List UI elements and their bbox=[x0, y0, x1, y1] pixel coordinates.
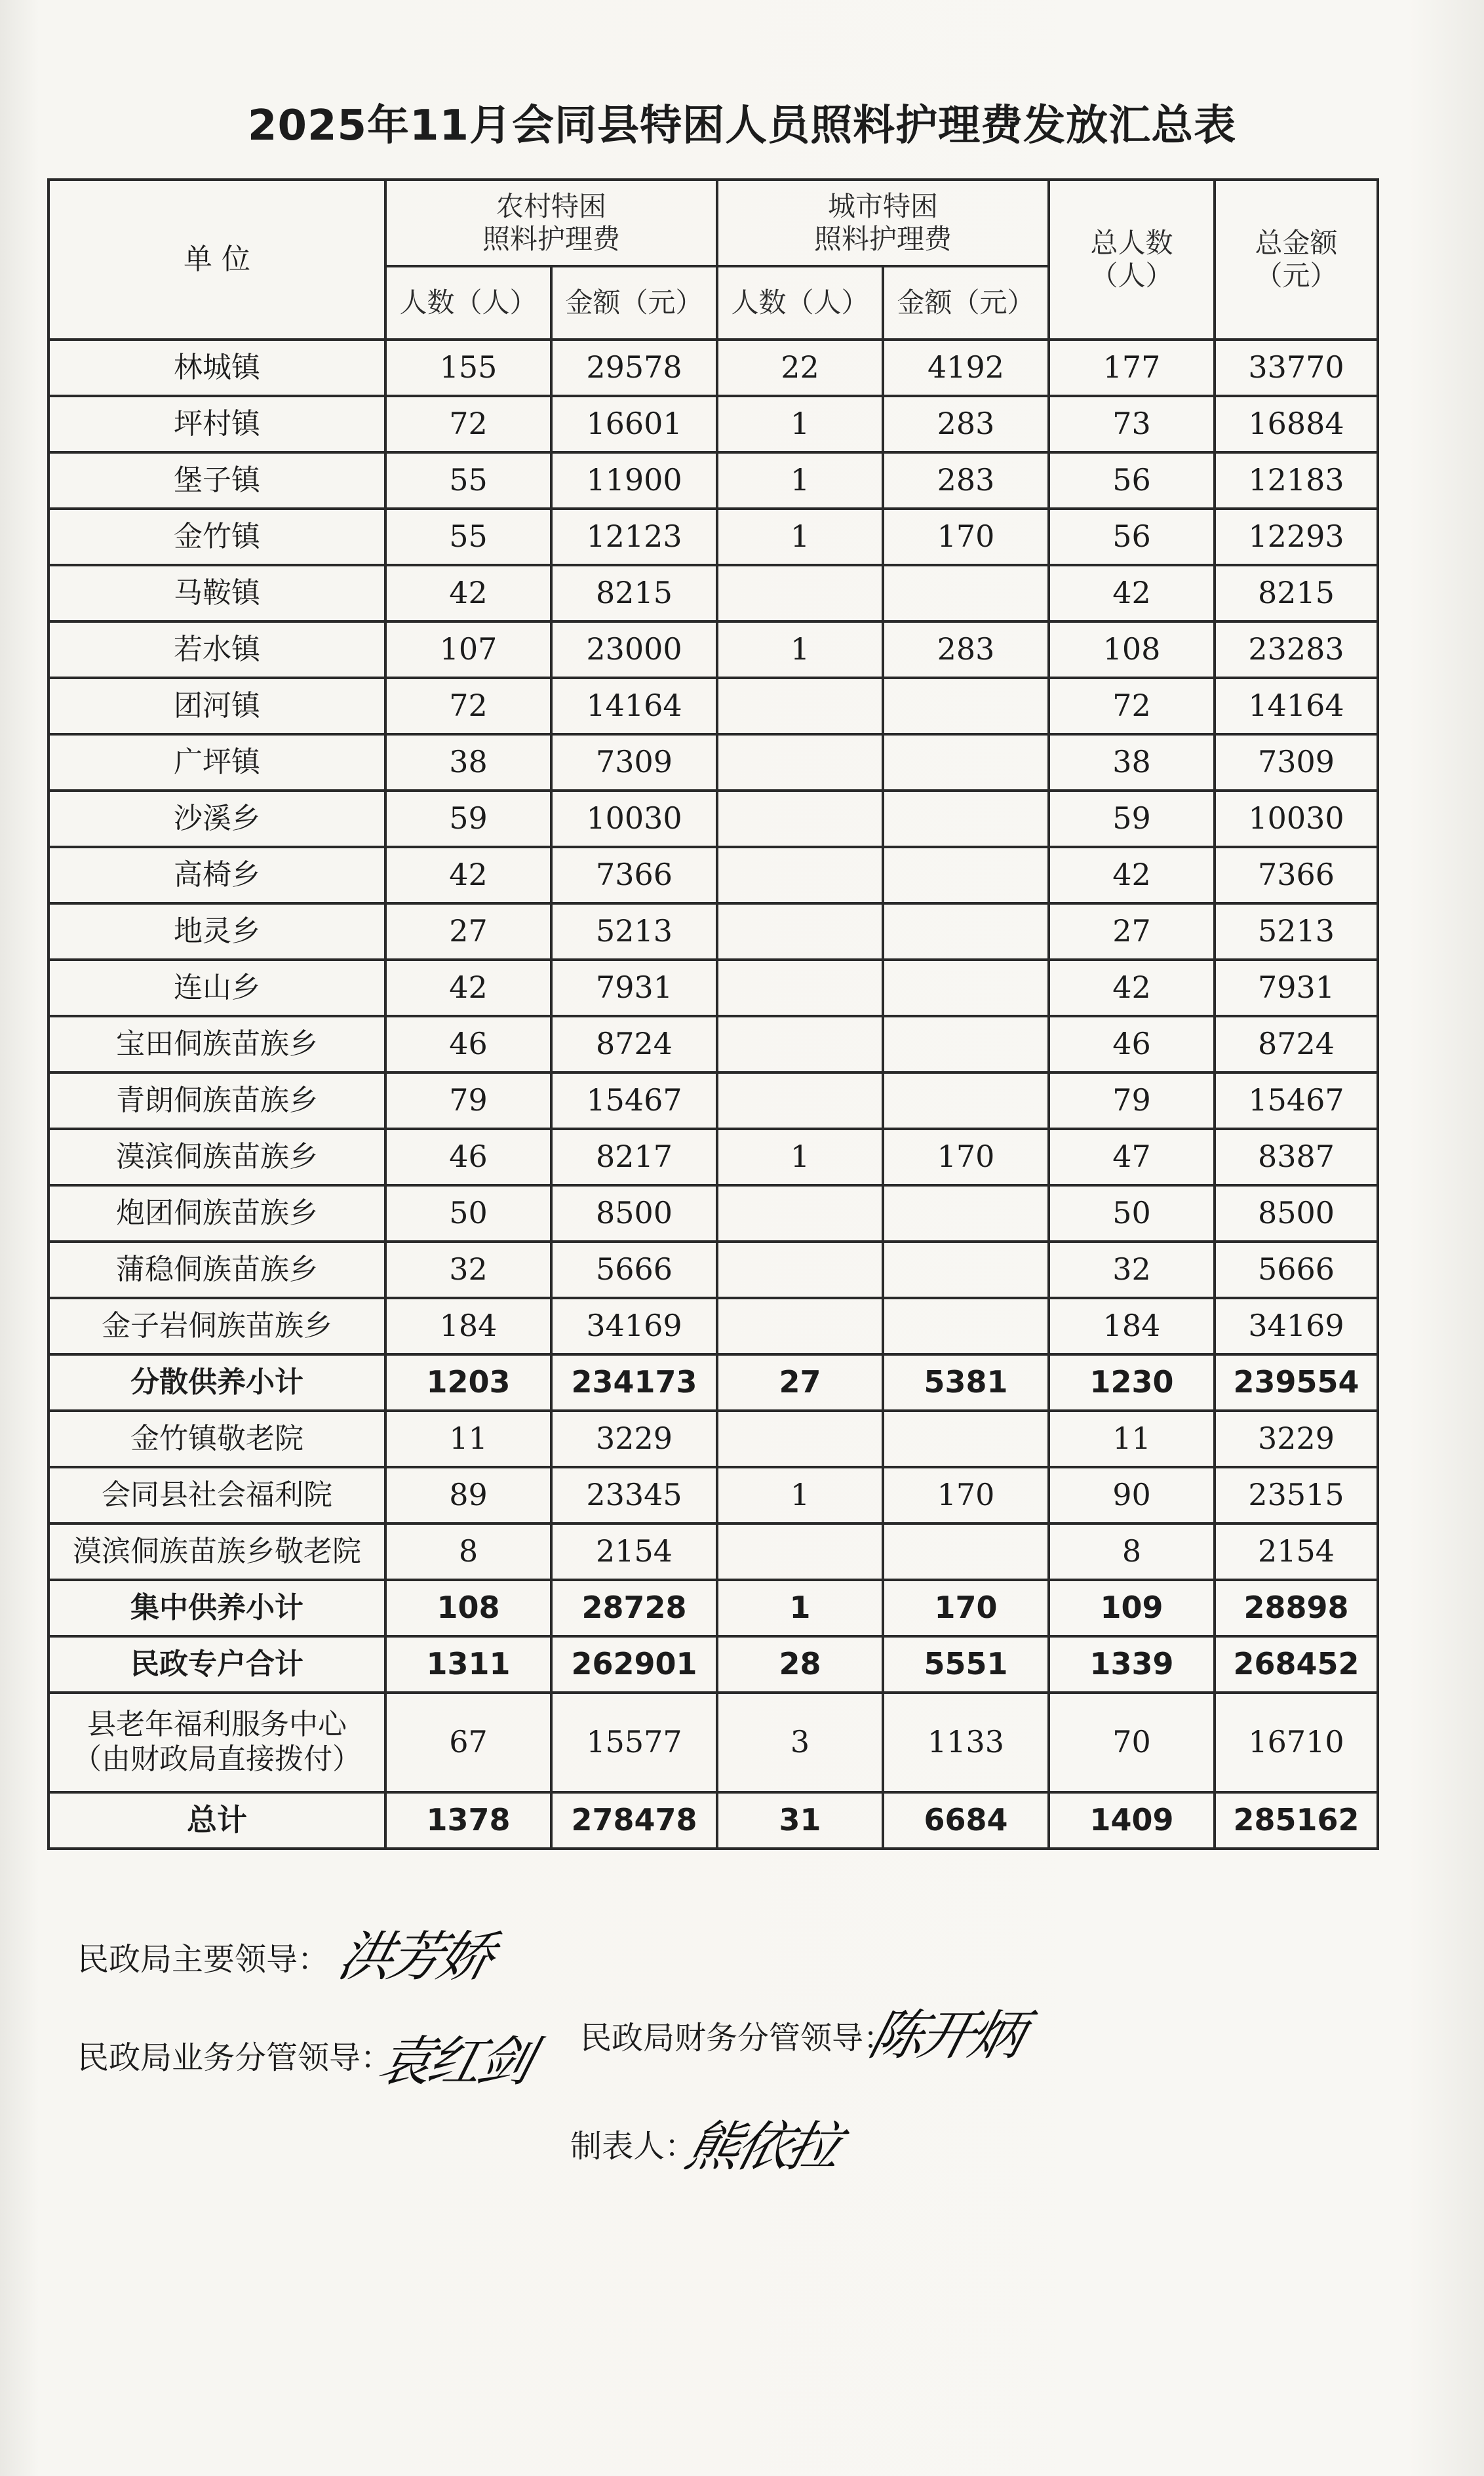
rural-amount-cell: 10030 bbox=[551, 791, 717, 847]
unit-cell: 漠滨侗族苗族乡 bbox=[49, 1129, 385, 1185]
header-total-count-line2: （人） bbox=[1090, 260, 1173, 292]
preparer-label: 制表人： bbox=[570, 2128, 697, 2165]
rural-count-cell: 108 bbox=[385, 1580, 551, 1636]
table-row-subtotal bbox=[49, 1580, 1378, 1636]
rural-amount-cell: 262901 bbox=[551, 1636, 717, 1693]
rural-count-cell: 50 bbox=[385, 1185, 551, 1242]
unit-cell: 分散供养小计 bbox=[49, 1354, 385, 1411]
table-row bbox=[49, 340, 1378, 396]
total-amount-cell: 14164 bbox=[1215, 678, 1378, 734]
table-row bbox=[49, 847, 1378, 903]
urban-count-cell: 1 bbox=[717, 1580, 883, 1636]
total-count-cell: 42 bbox=[1049, 565, 1215, 621]
rural-count-cell: 1311 bbox=[385, 1636, 551, 1693]
unit-cell: 漠滨侗族苗族乡敬老院 bbox=[49, 1523, 385, 1580]
rural-count-cell: 184 bbox=[385, 1298, 551, 1354]
urban-amount-cell bbox=[883, 565, 1049, 621]
urban-amount-cell bbox=[883, 1072, 1049, 1129]
urban-amount-cell: 283 bbox=[883, 396, 1049, 452]
total-amount-cell: 8215 bbox=[1215, 565, 1378, 621]
total-count-cell: 47 bbox=[1049, 1129, 1215, 1185]
total-amount-cell: 268452 bbox=[1215, 1636, 1378, 1693]
rural-count-cell: 72 bbox=[385, 396, 551, 452]
unit-cell bbox=[49, 1693, 385, 1792]
special-unit-line2: （由财政局直接拨付） bbox=[73, 1742, 361, 1776]
table-row bbox=[49, 1298, 1378, 1354]
table-row-subtotal bbox=[49, 1354, 1378, 1411]
total-count-cell: 70 bbox=[1049, 1693, 1215, 1792]
urban-amount-cell bbox=[883, 1242, 1049, 1298]
unit-cell: 蒲稳侗族苗族乡 bbox=[49, 1242, 385, 1298]
total-count-cell: 27 bbox=[1049, 903, 1215, 960]
table-row-special bbox=[49, 1693, 1378, 1792]
rural-count-cell: 46 bbox=[385, 1016, 551, 1072]
rural-amount-cell: 8724 bbox=[551, 1016, 717, 1072]
table-row-grand-total bbox=[49, 1792, 1378, 1849]
urban-amount-cell: 4192 bbox=[883, 340, 1049, 396]
urban-count-cell bbox=[717, 1185, 883, 1242]
urban-count-cell bbox=[717, 847, 883, 903]
urban-amount-cell bbox=[883, 1523, 1049, 1580]
urban-amount-cell bbox=[883, 903, 1049, 960]
header-rural-group bbox=[385, 180, 717, 266]
urban-amount-cell: 283 bbox=[883, 452, 1049, 509]
total-count-cell: 90 bbox=[1049, 1467, 1215, 1523]
urban-count-cell bbox=[717, 1242, 883, 1298]
table-row bbox=[49, 903, 1378, 960]
unit-cell: 会同县社会福利院 bbox=[49, 1467, 385, 1523]
total-amount-cell: 2154 bbox=[1215, 1523, 1378, 1580]
total-amount-cell: 12183 bbox=[1215, 452, 1378, 509]
unit-cell: 若水镇 bbox=[49, 621, 385, 678]
header-urban-group bbox=[717, 180, 1049, 266]
unit-cell: 民政专户合计 bbox=[49, 1636, 385, 1693]
urban-amount-cell: 1133 bbox=[883, 1693, 1049, 1792]
header-urban-count: 人数（人） bbox=[717, 266, 883, 340]
unit-cell: 林城镇 bbox=[49, 340, 385, 396]
urban-count-cell bbox=[717, 1411, 883, 1467]
total-count-cell: 108 bbox=[1049, 621, 1215, 678]
rural-amount-cell: 8215 bbox=[551, 565, 717, 621]
total-count-cell: 50 bbox=[1049, 1185, 1215, 1242]
urban-count-cell: 1 bbox=[717, 1467, 883, 1523]
total-count-cell: 46 bbox=[1049, 1016, 1215, 1072]
total-count-cell: 42 bbox=[1049, 960, 1215, 1016]
total-amount-cell: 8500 bbox=[1215, 1185, 1378, 1242]
header-total-count bbox=[1049, 180, 1215, 340]
urban-amount-cell bbox=[883, 1016, 1049, 1072]
total-amount-cell: 7366 bbox=[1215, 847, 1378, 903]
table-row bbox=[49, 1411, 1378, 1467]
table-row bbox=[49, 1242, 1378, 1298]
total-count-cell: 1409 bbox=[1049, 1792, 1215, 1849]
urban-amount-cell: 6684 bbox=[883, 1792, 1049, 1849]
table-footer-rows bbox=[49, 1693, 1378, 1849]
total-amount-cell: 33770 bbox=[1215, 340, 1378, 396]
preparer-signature: 熊依拉 bbox=[679, 2116, 845, 2178]
urban-count-cell: 1 bbox=[717, 396, 883, 452]
total-amount-cell: 5666 bbox=[1215, 1242, 1378, 1298]
urban-count-cell bbox=[717, 678, 883, 734]
header-rural-line1: 农村特困 bbox=[496, 189, 607, 222]
unit-cell: 金竹镇敬老院 bbox=[49, 1411, 385, 1467]
urban-amount-cell bbox=[883, 1411, 1049, 1467]
unit-cell: 炮团侗族苗族乡 bbox=[49, 1185, 385, 1242]
unit-cell: 坪村镇 bbox=[49, 396, 385, 452]
table-row bbox=[49, 509, 1378, 565]
urban-count-cell bbox=[717, 1072, 883, 1129]
urban-amount-cell: 170 bbox=[883, 1580, 1049, 1636]
total-count-cell: 73 bbox=[1049, 396, 1215, 452]
urban-amount-cell bbox=[883, 678, 1049, 734]
total-count-cell: 56 bbox=[1049, 509, 1215, 565]
header-total-amount bbox=[1215, 180, 1378, 340]
urban-count-cell bbox=[717, 960, 883, 1016]
rural-count-cell: 42 bbox=[385, 960, 551, 1016]
urban-count-cell: 1 bbox=[717, 621, 883, 678]
rural-count-cell: 67 bbox=[385, 1693, 551, 1792]
table-body bbox=[49, 340, 1378, 1693]
total-amount-cell: 8724 bbox=[1215, 1016, 1378, 1072]
total-amount-cell: 285162 bbox=[1215, 1792, 1378, 1849]
rural-count-cell: 59 bbox=[385, 791, 551, 847]
table-row-subtotal bbox=[49, 1636, 1378, 1693]
total-count-cell: 1230 bbox=[1049, 1354, 1215, 1411]
unit-cell: 堡子镇 bbox=[49, 452, 385, 509]
finance-leader-label: 民政局财务分管领导： bbox=[580, 2020, 895, 2056]
table-row bbox=[49, 678, 1378, 734]
urban-count-cell: 22 bbox=[717, 340, 883, 396]
summary-table bbox=[47, 178, 1379, 1850]
rural-count-cell: 27 bbox=[385, 903, 551, 960]
total-count-cell: 72 bbox=[1049, 678, 1215, 734]
urban-count-cell: 1 bbox=[717, 452, 883, 509]
total-amount-cell: 12293 bbox=[1215, 509, 1378, 565]
rural-count-cell: 1378 bbox=[385, 1792, 551, 1849]
total-count-cell: 177 bbox=[1049, 340, 1215, 396]
table-row bbox=[49, 565, 1378, 621]
urban-amount-cell bbox=[883, 791, 1049, 847]
business-leader-label: 民政局业务分管领导： bbox=[77, 2039, 393, 2076]
rural-amount-cell: 234173 bbox=[551, 1354, 717, 1411]
rural-amount-cell: 7931 bbox=[551, 960, 717, 1016]
table-header bbox=[49, 180, 1378, 340]
total-count-cell: 109 bbox=[1049, 1580, 1215, 1636]
total-amount-cell: 15467 bbox=[1215, 1072, 1378, 1129]
table-row bbox=[49, 621, 1378, 678]
urban-count-cell bbox=[717, 1298, 883, 1354]
table-row bbox=[49, 734, 1378, 791]
business-leader-signature: 袁红剑 bbox=[371, 2031, 537, 2093]
header-total-count-line1: 总人数 bbox=[1090, 226, 1173, 259]
urban-count-cell bbox=[717, 1523, 883, 1580]
total-count-cell: 38 bbox=[1049, 734, 1215, 791]
total-amount-cell: 10030 bbox=[1215, 791, 1378, 847]
unit-cell: 广坪镇 bbox=[49, 734, 385, 791]
urban-amount-cell bbox=[883, 1185, 1049, 1242]
rural-amount-cell: 8500 bbox=[551, 1185, 717, 1242]
rural-amount-cell: 7309 bbox=[551, 734, 717, 791]
rural-count-cell: 42 bbox=[385, 847, 551, 903]
rural-count-cell: 72 bbox=[385, 678, 551, 734]
total-amount-cell: 3229 bbox=[1215, 1411, 1378, 1467]
total-amount-cell: 23283 bbox=[1215, 621, 1378, 678]
rural-count-cell: 155 bbox=[385, 340, 551, 396]
rural-amount-cell: 23345 bbox=[551, 1467, 717, 1523]
rural-amount-cell: 5666 bbox=[551, 1242, 717, 1298]
header-urban-line2: 照料护理费 bbox=[814, 223, 952, 255]
total-count-cell: 59 bbox=[1049, 791, 1215, 847]
rural-count-cell: 55 bbox=[385, 452, 551, 509]
unit-cell: 青朗侗族苗族乡 bbox=[49, 1072, 385, 1129]
special-unit-line1: 县老年福利服务中心 bbox=[87, 1708, 347, 1742]
rural-amount-cell: 2154 bbox=[551, 1523, 717, 1580]
rural-amount-cell: 29578 bbox=[551, 340, 717, 396]
total-amount-cell: 239554 bbox=[1215, 1354, 1378, 1411]
table-row bbox=[49, 791, 1378, 847]
header-rural-line2: 照料护理费 bbox=[482, 223, 621, 255]
rural-amount-cell: 28728 bbox=[551, 1580, 717, 1636]
header-rural-count: 人数（人） bbox=[385, 266, 551, 340]
rural-count-cell: 79 bbox=[385, 1072, 551, 1129]
unit-cell: 集中供养小计 bbox=[49, 1580, 385, 1636]
rural-amount-cell: 5213 bbox=[551, 903, 717, 960]
rural-count-cell: 55 bbox=[385, 509, 551, 565]
rural-amount-cell: 12123 bbox=[551, 509, 717, 565]
header-total-amount-line2: （元） bbox=[1255, 260, 1338, 292]
urban-count-cell bbox=[717, 734, 883, 791]
page-title: 2025年11月会同县特困人员照料护理费发放汇总表 bbox=[247, 102, 1237, 150]
rural-count-cell: 32 bbox=[385, 1242, 551, 1298]
rural-count-cell: 46 bbox=[385, 1129, 551, 1185]
rural-amount-cell: 23000 bbox=[551, 621, 717, 678]
total-count-cell: 184 bbox=[1049, 1298, 1215, 1354]
unit-cell: 高椅乡 bbox=[49, 847, 385, 903]
table-row bbox=[49, 1129, 1378, 1185]
urban-count-cell bbox=[717, 791, 883, 847]
urban-count-cell: 1 bbox=[717, 509, 883, 565]
total-count-cell: 8 bbox=[1049, 1523, 1215, 1580]
urban-amount-cell: 283 bbox=[883, 621, 1049, 678]
rural-count-cell: 38 bbox=[385, 734, 551, 791]
urban-amount-cell bbox=[883, 960, 1049, 1016]
rural-count-cell: 11 bbox=[385, 1411, 551, 1467]
rural-count-cell: 89 bbox=[385, 1467, 551, 1523]
unit-cell: 金竹镇 bbox=[49, 509, 385, 565]
urban-amount-cell: 5551 bbox=[883, 1636, 1049, 1693]
urban-count-cell: 31 bbox=[717, 1792, 883, 1849]
urban-amount-cell: 170 bbox=[883, 509, 1049, 565]
urban-amount-cell bbox=[883, 734, 1049, 791]
table-row bbox=[49, 960, 1378, 1016]
rural-count-cell: 8 bbox=[385, 1523, 551, 1580]
urban-count-cell: 27 bbox=[717, 1354, 883, 1411]
header-urban-amount: 金额（元） bbox=[883, 266, 1049, 340]
table-row bbox=[49, 1523, 1378, 1580]
urban-count-cell: 1 bbox=[717, 1129, 883, 1185]
unit-cell: 总计 bbox=[49, 1792, 385, 1849]
main-leader-label: 民政局主要领导： bbox=[77, 1941, 330, 1978]
table-row bbox=[49, 1185, 1378, 1242]
total-amount-cell: 34169 bbox=[1215, 1298, 1378, 1354]
total-amount-cell: 23515 bbox=[1215, 1467, 1378, 1523]
table-row bbox=[49, 396, 1378, 452]
table-row bbox=[49, 1072, 1378, 1129]
total-count-cell: 42 bbox=[1049, 847, 1215, 903]
total-count-cell: 32 bbox=[1049, 1242, 1215, 1298]
urban-count-cell bbox=[717, 1016, 883, 1072]
unit-cell: 团河镇 bbox=[49, 678, 385, 734]
table-row bbox=[49, 1016, 1378, 1072]
total-amount-cell: 7309 bbox=[1215, 734, 1378, 791]
rural-amount-cell: 7366 bbox=[551, 847, 717, 903]
rural-amount-cell: 34169 bbox=[551, 1298, 717, 1354]
unit-cell: 地灵乡 bbox=[49, 903, 385, 960]
table-row bbox=[49, 1467, 1378, 1523]
header-unit: 单 位 bbox=[49, 180, 385, 340]
rural-amount-cell: 278478 bbox=[551, 1792, 717, 1849]
rural-amount-cell: 15577 bbox=[551, 1693, 717, 1792]
urban-amount-cell bbox=[883, 847, 1049, 903]
rural-amount-cell: 16601 bbox=[551, 396, 717, 452]
unit-cell: 马鞍镇 bbox=[49, 565, 385, 621]
total-count-cell: 1339 bbox=[1049, 1636, 1215, 1693]
rural-count-cell: 1203 bbox=[385, 1354, 551, 1411]
total-amount-cell: 7931 bbox=[1215, 960, 1378, 1016]
header-rural-amount: 金额（元） bbox=[551, 266, 717, 340]
urban-count-cell bbox=[717, 565, 883, 621]
urban-amount-cell bbox=[883, 1298, 1049, 1354]
header-urban-line1: 城市特困 bbox=[828, 189, 939, 222]
urban-count-cell: 28 bbox=[717, 1636, 883, 1693]
urban-count-cell bbox=[717, 903, 883, 960]
unit-cell: 金子岩侗族苗族乡 bbox=[49, 1298, 385, 1354]
urban-amount-cell: 170 bbox=[883, 1129, 1049, 1185]
header-total-amount-line1: 总金额 bbox=[1255, 226, 1338, 259]
total-amount-cell: 16884 bbox=[1215, 396, 1378, 452]
rural-amount-cell: 11900 bbox=[551, 452, 717, 509]
rural-amount-cell: 3229 bbox=[551, 1411, 717, 1467]
unit-cell: 连山乡 bbox=[49, 960, 385, 1016]
table-row bbox=[49, 452, 1378, 509]
unit-cell: 沙溪乡 bbox=[49, 791, 385, 847]
total-count-cell: 56 bbox=[1049, 452, 1215, 509]
total-count-cell: 11 bbox=[1049, 1411, 1215, 1467]
finance-leader-signature: 陈开炳 bbox=[863, 2005, 1028, 2067]
total-amount-cell: 28898 bbox=[1215, 1580, 1378, 1636]
rural-count-cell: 42 bbox=[385, 565, 551, 621]
urban-amount-cell: 5381 bbox=[883, 1354, 1049, 1411]
main-leader-signature: 洪芳娇 bbox=[332, 1926, 498, 1988]
total-amount-cell: 16710 bbox=[1215, 1693, 1378, 1792]
rural-amount-cell: 8217 bbox=[551, 1129, 717, 1185]
rural-count-cell: 107 bbox=[385, 621, 551, 678]
rural-amount-cell: 15467 bbox=[551, 1072, 717, 1129]
rural-amount-cell: 14164 bbox=[551, 678, 717, 734]
total-amount-cell: 8387 bbox=[1215, 1129, 1378, 1185]
total-count-cell: 79 bbox=[1049, 1072, 1215, 1129]
total-amount-cell: 5213 bbox=[1215, 903, 1378, 960]
urban-count-cell: 3 bbox=[717, 1693, 883, 1792]
unit-cell: 宝田侗族苗族乡 bbox=[49, 1016, 385, 1072]
urban-amount-cell: 170 bbox=[883, 1467, 1049, 1523]
